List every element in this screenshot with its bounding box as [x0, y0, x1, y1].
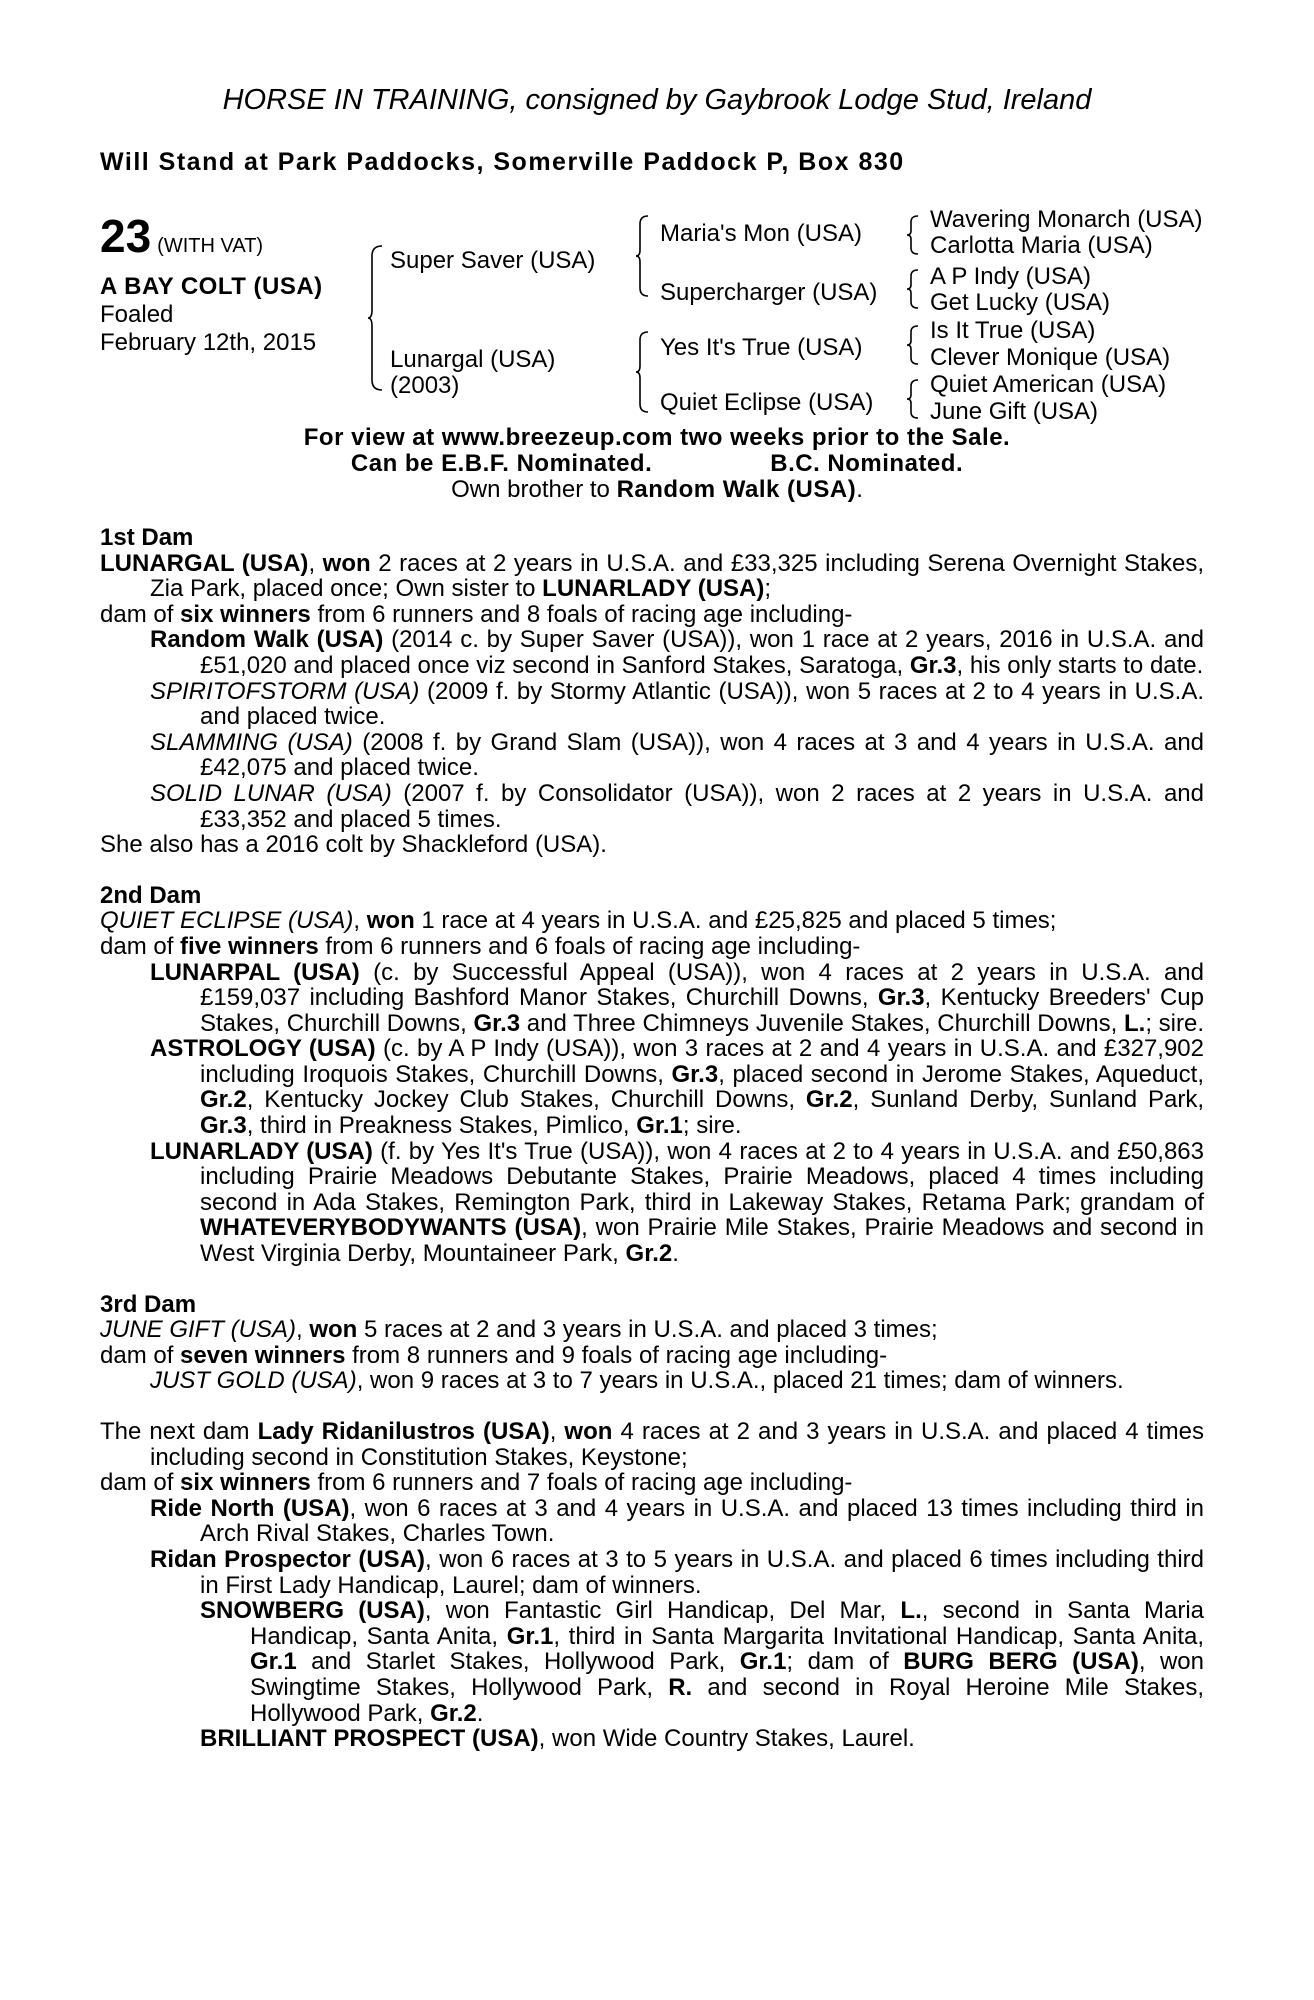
horse-name: SPIRITOFSTORM (USA) [150, 677, 420, 705]
record-text: (2009 f. by Stormy Atlantic (USA)), won 5 races at 2 to 4 years in U.S.A. and placed twice. [200, 677, 1205, 731]
record-text: ; sire. [682, 1112, 742, 1140]
record-text: , third in Santa Margarita Invitational Handicap, Santa Anita, [553, 1622, 1204, 1650]
won-label: won [309, 1316, 358, 1344]
progeny-entry [100, 1036, 1204, 1138]
pedigree-dam-sire: Yes It's True (USA) [660, 334, 863, 361]
grade-label: Gr.3 [473, 1009, 521, 1037]
grade-label: Gr.1 [250, 1648, 297, 1676]
record-text: from 6 runners and 8 foals of racing age including- [310, 600, 853, 628]
record-text: and second in Royal Heroine Mile Stakes, Hollywood Park, [250, 1673, 1204, 1727]
dam-of-line [100, 1470, 1204, 1496]
lot-number: 23 [100, 210, 152, 262]
pedigree-ggs: Wavering Monarch (USA) [930, 206, 1203, 233]
record-text: , won 9 races at 3 to 7 years in U.S.A., placed 21 times; dam of winners. [356, 1367, 1124, 1395]
pedigree-dam-dam: Quiet Eclipse (USA) [660, 389, 874, 416]
view-note: For view at www.breezeup.com two weeks prior to the Sale. [303, 424, 1011, 451]
pedigree-ggs: Get Lucky (USA) [930, 289, 1111, 316]
progeny-entry [100, 1139, 1204, 1267]
record-text: from 8 runners and 9 foals of racing age including- [345, 1341, 888, 1369]
record-text: dam of [100, 1469, 181, 1497]
progeny-entry [100, 1726, 1204, 1752]
record-text: , won Swingtime Stakes, Hollywood Park, [250, 1648, 1204, 1701]
pedigree-ggs: Clever Monique (USA) [930, 344, 1171, 371]
grade-label: Gr.3 [671, 1060, 719, 1088]
dam-of-line [100, 934, 1204, 960]
progeny-entry [100, 960, 1204, 1037]
record-text: and Three Chimneys Juvenile Stakes, Churchill Downs, [520, 1009, 1124, 1037]
grade-label: L. [900, 1597, 922, 1625]
record-text: dam of [100, 1341, 181, 1369]
lot-description: A BAY COLT (USA) [100, 273, 323, 300]
pedigree-dam-year: (2003) [390, 372, 460, 399]
horse-name: SOLID LUNAR (USA) [150, 779, 392, 807]
record-text: . [476, 1699, 484, 1727]
horse-name: QUIET ECLIPSE (USA) [100, 907, 354, 935]
winners-count: six winners [180, 1469, 311, 1497]
progeny-entry [100, 679, 1204, 730]
first-dam-section [100, 525, 1204, 858]
record-text: , [549, 1418, 565, 1445]
progeny-entry [100, 1547, 1204, 1598]
horse-name: Ride North (USA) [150, 1494, 350, 1522]
won-label: won [564, 1418, 613, 1445]
won-label: won [366, 907, 415, 935]
grade-label: Gr.3 [909, 651, 957, 679]
horse-name: BURG BERG (USA) [903, 1648, 1139, 1676]
produce-record [100, 525, 1204, 1777]
brother-note [0, 477, 1314, 503]
horse-name: Ridan Prospector (USA) [150, 1545, 426, 1573]
foaled-date: February 12th, 2015 [100, 329, 317, 356]
pedigree-ggs: Carlotta Maria (USA) [930, 232, 1153, 259]
grade-label: Gr.1 [506, 1622, 554, 1650]
horse-name: Random Walk (USA) [150, 626, 384, 654]
record-text: The next dam [100, 1418, 258, 1445]
progeny-entry [100, 1496, 1204, 1547]
horse-name: LUNARGAL (USA) [100, 549, 309, 577]
record-text: 2 races at 2 years in U.S.A. and £33,325 including Serena Overnight Stakes, Zia Park, placed once; Own sister to [150, 549, 1205, 603]
grade-label: Gr.2 [805, 1086, 853, 1114]
dam-record [100, 908, 1204, 934]
pedigree-ggs: Is It True (USA) [930, 317, 1096, 344]
horse-name: WHATEVERYBODYWANTS (USA) [200, 1214, 582, 1242]
grade-label: Gr.2 [430, 1699, 477, 1727]
record-text: , won Prairie Mile Stakes, Prairie Meadows and second in West Virginia Derby, Mountaineer Park, [200, 1214, 1204, 1268]
horse-name: ASTROLOGY (USA) [150, 1035, 376, 1063]
grade-label: Gr.1 [636, 1112, 683, 1140]
pedigree-brace-gg1 [906, 214, 922, 258]
winners-count: seven winners [180, 1341, 346, 1369]
grade-label: Gr.3 [877, 984, 925, 1012]
pedigree-sire-dam: Supercharger (USA) [660, 279, 878, 306]
record-text: from 6 runners and 7 foals of racing age including- [310, 1469, 853, 1497]
dam-record [100, 1317, 1204, 1343]
progeny-entry [100, 730, 1204, 781]
second-dam-section [100, 883, 1204, 1267]
dam-record [100, 1419, 1204, 1470]
pedigree-ggs: June Gift (USA) [930, 398, 1099, 425]
dam-record: LUNARGAL (USA), won 2 races at 2 years in U.S.A. and £33,325 including Serena Overnight Stakes, Zia Park, placed once; Own sister to LUNARLADY (USA); [100, 549, 1205, 603]
record-text: , third in Preakness Stakes, Pimlico, [246, 1112, 637, 1140]
progeny-entry [100, 1368, 1204, 1394]
horse-name: BRILLIANT PROSPECT (USA) [200, 1725, 539, 1753]
record-text: dam of [100, 600, 181, 628]
horse-name: LUNARLADY (USA) [542, 575, 765, 603]
record-text: (2008 f. by Grand Slam (USA)), won 4 races at 3 and 4 years in U.S.A. and £42,075 and placed twice. [200, 728, 1205, 782]
record-text: , won Wide Country Stakes, Laurel. [538, 1725, 915, 1753]
horse-name: Lady Ridanilustros (USA) [257, 1418, 550, 1445]
location-line: Will Stand at Park Paddocks, Somerville Paddock P, Box 830 [100, 148, 905, 176]
record-text: , Sunland Derby, Sunland Park, [852, 1086, 1204, 1114]
pedigree-ggs: Quiet American (USA) [930, 371, 1167, 398]
record-text: , won 6 races at 3 to 5 years in U.S.A. and placed 6 times including third in First Lady Handicap, Laurel; dam of winners. [200, 1545, 1204, 1599]
vat-label: (WITH VAT) [157, 235, 264, 257]
horse-name: JUNE GIFT (USA) [100, 1316, 296, 1344]
record-text: ; sire. [1145, 1009, 1204, 1037]
page-title: HORSE IN TRAINING, consigned by Gaybrook Lodge Stud, Ireland [222, 84, 1092, 116]
next-dam-section [100, 1419, 1204, 1752]
pedigree-brace-main [368, 244, 388, 394]
record-text: 4 races at 2 and 3 years in U.S.A. and placed 4 times including second in Constitution Stakes, Keystone; [150, 1418, 1204, 1471]
winners-count: six winners [180, 600, 311, 628]
brother-name: Random Walk (USA) [616, 476, 857, 503]
grade-label: R. [668, 1673, 693, 1701]
record-text: , [353, 907, 367, 935]
pedigree-dam: Lunargal (USA) [390, 346, 556, 373]
lot-block [100, 210, 400, 357]
record-text: 1 race at 4 years in U.S.A. and £25,825 and placed 5 times; [414, 907, 1057, 935]
record-text: , placed second in Jerome Stakes, Aqueduct, [718, 1060, 1204, 1088]
record-text: , Kentucky Breeders' Cup Stakes, Churchill Downs, [200, 984, 1204, 1037]
third-dam-section [100, 1292, 1204, 1394]
grade-label: Gr.1 [739, 1648, 787, 1676]
pedigree-brace-gg3 [906, 324, 922, 368]
third-dam-heading: 3rd Dam [100, 1290, 197, 1318]
dam-of-line [100, 1343, 1204, 1369]
grade-label: L. [1123, 1009, 1146, 1037]
horse-name: LUNARLADY (USA) [150, 1137, 373, 1165]
record-text: (c. by A P Indy (USA)), won 3 races at 2 and 4 years in U.S.A. and £327,902 including Iroquois Stakes, Churchill Downs, [200, 1035, 1204, 1088]
record-text: (c. by Successful Appeal (USA)), won 4 races at 2 years in U.S.A. and £159,037 including Bashford Manor Stakes, Churchill Downs, [200, 958, 1204, 1012]
record-text: from 6 runners and 6 foals of racing age including- [318, 932, 861, 960]
record-text: . [672, 1240, 679, 1268]
record-text: (f. by Yes It's True (USA)), won 4 races at 2 to 4 years in U.S.A. and £50,863 including Prairie Meadows Debutante Stakes, Prairie Meadows, placed 4 times including second in Ada Stakes, Remington Park, third in Lakeway Stakes, Retama Park; grandam of [200, 1137, 1205, 1216]
record-text: ; [764, 575, 772, 603]
horse-name: LUNARPAL (USA) [150, 958, 360, 986]
dam-of-line [100, 602, 1204, 628]
brother-suffix: . [856, 476, 863, 503]
pedigree-sire-sire: Maria's Mon (USA) [660, 220, 862, 247]
also-note: She also has a 2016 colt by Shackleford (USA). [100, 831, 607, 859]
progeny-entry [100, 781, 1204, 832]
record-text: , won Fantastic Girl Handicap, Del Mar, [424, 1597, 901, 1625]
record-text: and Starlet Stakes, Hollywood Park, [296, 1648, 740, 1676]
pedigree-brace-gg4 [906, 378, 922, 422]
horse-name: SNOWBERG (USA) [200, 1597, 425, 1625]
horse-name: JUST GOLD (USA) [150, 1367, 357, 1395]
brother-prefix: Own brother to [451, 476, 617, 503]
winners-count: five winners [180, 932, 319, 960]
record-text: , [296, 1316, 310, 1344]
pedigree-brace-dam [636, 330, 654, 416]
grade-label: Gr.3 [200, 1112, 247, 1140]
ebf-note: Can be E.B.F. Nominated. [350, 450, 653, 477]
lot-number-line [100, 210, 400, 262]
first-dam-heading: 1st Dam [100, 524, 194, 551]
nomination-line [0, 451, 1314, 477]
progeny-entry [100, 1598, 1204, 1726]
record-text: (2014 c. by Super Saver (USA)), won 1 race at 2 years, 2016 in U.S.A. and £51,020 and placed once viz second in Sanford Stakes, Saratoga, [200, 626, 1205, 679]
horse-name: SLAMMING (USA) [150, 728, 353, 756]
sale-notes [0, 425, 1314, 503]
record-text: ; dam of [786, 1648, 904, 1676]
bc-note: B.C. Nominated. [770, 450, 964, 477]
record-text: 5 races at 2 and 3 years in U.S.A. and placed 3 times; [357, 1316, 938, 1344]
progeny-entry [100, 627, 1204, 678]
won-label: won [322, 549, 371, 577]
pedigree-brace-sire [636, 214, 654, 300]
record-text: (2007 f. by Consolidator (USA)), won 2 races at 2 years in U.S.A. and £33,352 and placed 5 times. [200, 779, 1204, 833]
pedigree-brace-gg2 [906, 268, 922, 312]
grade-label: Gr.2 [200, 1086, 247, 1114]
record-text: , his only starts to date. [956, 651, 1204, 679]
pedigree-sire: Super Saver (USA) [390, 247, 596, 274]
record-text: , second in Santa Maria Handicap, Santa Anita, [250, 1597, 1204, 1650]
foaled-label: Foaled [100, 301, 174, 328]
record-text: , Kentucky Jockey Club Stakes, Churchill Downs, [246, 1086, 806, 1114]
record-text: dam of [100, 932, 181, 960]
second-dam-heading: 2nd Dam [100, 881, 202, 909]
record-text: , won 6 races at 3 and 4 years in U.S.A. and placed 13 times including third in Arch Rival Stakes, Charles Town. [200, 1494, 1204, 1548]
grade-label: Gr.2 [625, 1240, 673, 1268]
pedigree-ggs: A P Indy (USA) [930, 263, 1091, 290]
